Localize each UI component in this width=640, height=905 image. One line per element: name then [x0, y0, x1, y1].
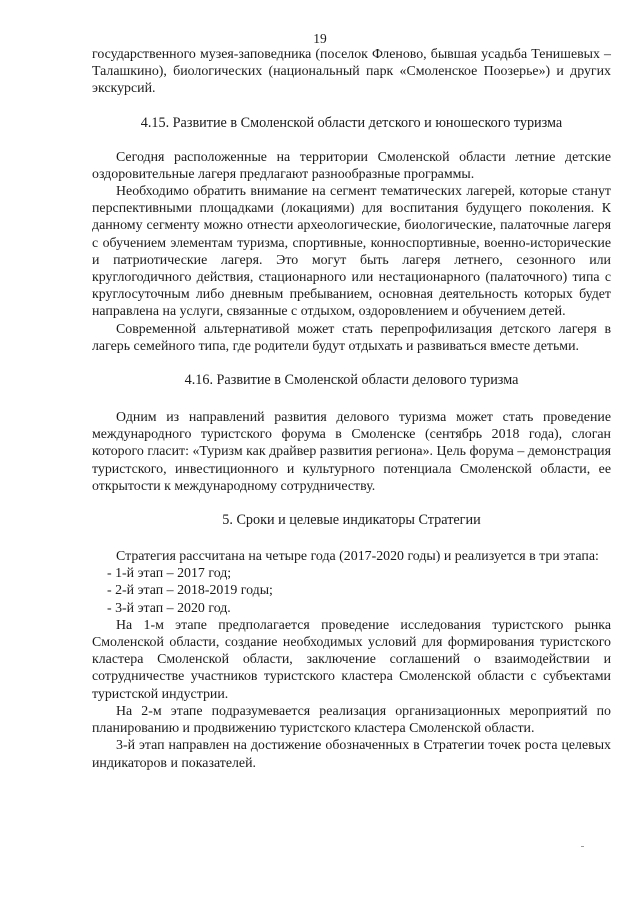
section-4-15-paragraph: Современной альтернативой может стать перепрофилизация детского лагеря в лагерь семейного типа, где родители будут отдыхать и развиваться вместе детьми. [92, 321, 611, 354]
section-5-paragraph: 3-й этап направлен на достижение обозначенных в Стратегии точек роста целевых индикаторов и показателей. [92, 738, 611, 771]
section-heading-5: 5. Сроки и целевые индикаторы Стратегии [222, 512, 481, 529]
section-4-16-paragraph: Одним из направлений развития делового туризма может стать проведение международного туристского форума в Смоленске (сентябрь 2018 года), слоган которого гласит: «Туризм как драйвер развития региона». Цель форума – демонстрация туристского, инвестиционного и культурного потенциала Смоленской области, ее открытости к международному сотрудничеству. [92, 410, 611, 494]
scan-mark [581, 846, 584, 847]
section-heading-4-16: 4.16. Развитие в Смоленской области делового туризма [184, 372, 519, 389]
section-5-lead-paragraph: Стратегия рассчитана на четыре года (2017-2020 годы) и реализуется в три этапа: [116, 549, 599, 565]
section-4-15-paragraph: Сегодня расположенные на территории Смоленской области летние детские оздоровительные лагеря предлагают разнообразные программы. [92, 149, 611, 182]
section-5-paragraph: На 2-м этапе подразумевается реализация организационных мероприятий по планированию и продвижению туристского кластера Смоленской области. [92, 703, 611, 737]
stage-list-item: - 1-й этап – 2017 год; [107, 566, 232, 582]
stage-list-item: - 2-й этап – 2018-2019 годы; [107, 583, 273, 599]
section-heading-4-15: 4.15. Развитие в Смоленской области детского и юношеского туризма [140, 114, 563, 131]
section-4-15-paragraph: Необходимо обратить внимание на сегмент тематических лагерей, которые станут перспективными площадками (локациями) для воспитания будущего поколения. К данному сегменту можно отнести археологические, биологические, палаточные лагеря с обучением элементам туризма, спортивные, конноспортивные, военно-исторические и патриотические лагеря. Это могут быть лагеря летнего, сезонного или круглогодичного действия, стационарного или нестационарного (палаточного) типа с круглосуточным либо дневным пребыванием, основная деятельность которых будет направлена на услуги, связанные с отдыхом, оздоровлением и обучением детей. [92, 184, 611, 320]
page-number: 19 [313, 31, 327, 46]
intro-paragraph: государственного музея-заповедника (поселок Фленово, бывшая усадьба Тенишевых – Талашкино), биологических (национальный парк «Смоленское Поозерье») и других экскурсий. [92, 47, 611, 97]
stage-list-item: - 3-й этап – 2020 год. [107, 600, 231, 616]
section-5-paragraph: На 1-м этапе предполагается проведение исследования туристского рынка Смоленской области, создание необходимых условий для формирования туристского кластера Смоленской области, заключение соглашений о взаимодействии и сотрудничестве участников туристского кластера Смоленской области с субъектами туристской индустрии. [92, 617, 611, 702]
page-body [92, 46, 611, 772]
